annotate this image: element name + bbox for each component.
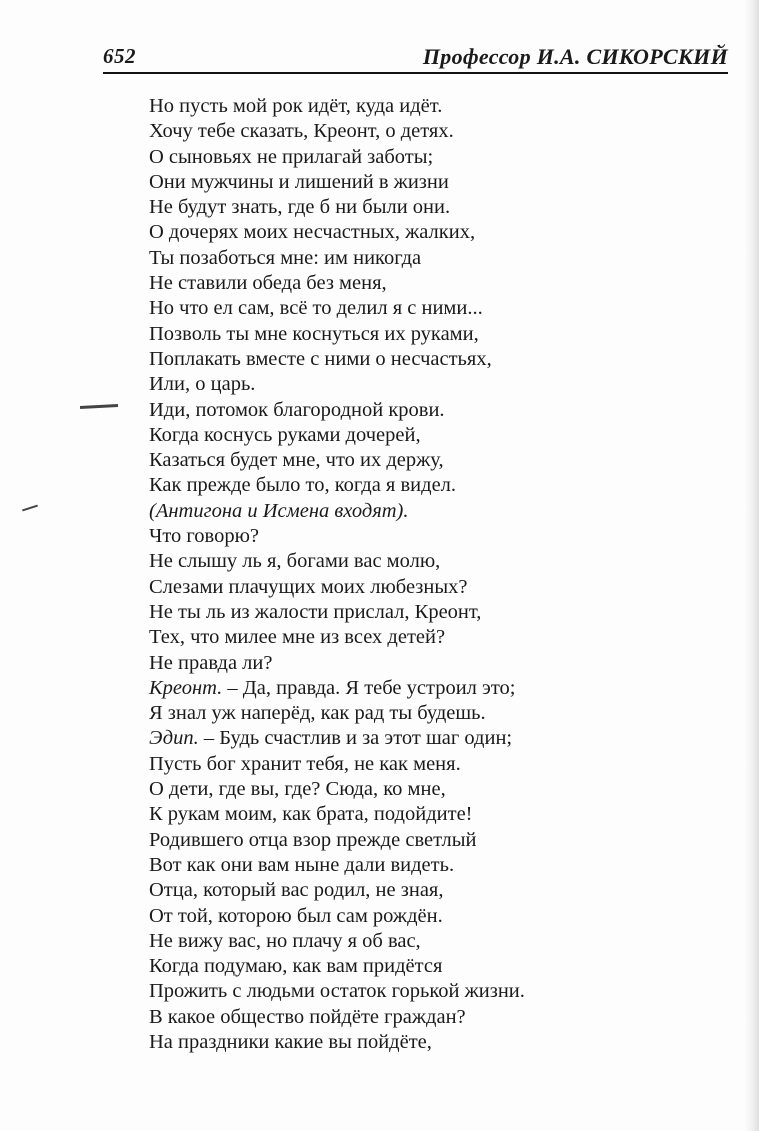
verse-line: Но пусть мой рок идёт, куда идёт.	[149, 95, 443, 117]
verse-line: Слезами плачущих моих любезных?	[149, 575, 468, 598]
running-title: Профессор И.А. СИКОРСКИЙ	[422, 44, 728, 69]
verse-line: Не ты ль из жалости прислал, Креонт,	[149, 600, 482, 623]
verse-line: От той, которою был сам рождён.	[149, 904, 443, 927]
verse-line: О сыновьях не прилагай заботы;	[149, 145, 434, 168]
speaker-name: Креонт.	[149, 676, 223, 699]
verse-line: Казаться будет мне, что их держу,	[149, 449, 444, 472]
verse-line: Как прежде было то, когда я видел.	[149, 474, 457, 497]
verse-line: Я знал уж наперёд, как рад ты будешь.	[149, 702, 486, 725]
verse-line: Они мужчины и лишений в жизни	[149, 170, 449, 193]
verse-line: Не вижу вас, но плачу я об вас,	[149, 929, 421, 952]
speech-text: – Будь счастлив и за этот шаг один;	[198, 727, 513, 750]
verse-line: О дети, где вы, где? Сюда, ко мне,	[149, 778, 446, 801]
verse-line: Отца, который вас родил, не зная,	[149, 879, 444, 902]
speech-text: – Да, правда. Я тебе устроил это;	[222, 676, 516, 699]
verse-line: Или, о царь.	[149, 373, 256, 396]
verse-line: Прожить с людьми остаток горькой жизни.	[149, 980, 525, 1003]
verse-line	[149, 726, 709, 751]
verse-line: Когда коснусь руками дочерей,	[149, 423, 421, 446]
verse-line: Тех, что милее мне из всех детей?	[149, 626, 446, 649]
verse-line: Пусть бог хранит тебя, не как меня.	[149, 752, 461, 775]
header-rule	[103, 72, 728, 74]
margin-pencil-mark	[22, 505, 38, 512]
verse-line: На праздники какие вы пойдёте,	[149, 1030, 432, 1053]
verse-line: Позволь ты мне коснуться их руками,	[149, 322, 479, 345]
verse-line: Не правда ли?	[149, 651, 273, 674]
page-number: 652	[103, 44, 136, 68]
verse-line	[149, 676, 709, 701]
verse-line: К рукам моим, как брата, подойдите!	[149, 803, 473, 826]
verse-line: Хочу тебе сказать, Креонт, о детях.	[149, 120, 454, 143]
verse-line: В какое общество пойдёте граждан?	[149, 1005, 466, 1028]
verse-line: Ты позаботься мне: им никогда	[149, 246, 422, 269]
page-edge-shadow	[745, 0, 759, 1131]
verse-line: Поплакать вместе с ними о несчастьях,	[149, 347, 492, 370]
verse-line: Не будут знать, где б ни были они.	[149, 196, 451, 219]
verse-line: Иди, потомок благородной крови.	[149, 398, 445, 421]
verse-text	[149, 94, 709, 1055]
verse-line: Не ставили обеда без меня,	[149, 272, 387, 295]
verse-line: Не слышу ль я, богами вас молю,	[149, 550, 441, 573]
margin-pencil-mark	[80, 404, 118, 409]
stage-direction: (Антигона и Исмена входят).	[149, 499, 409, 522]
verse-line: Вот как они вам ныне дали видеть.	[149, 853, 455, 876]
verse-line: Родившего отца взор прежде светлый	[149, 828, 477, 851]
verse-line: Что говорю?	[149, 525, 259, 548]
verse-line: Когда подумаю, как вам придётся	[149, 955, 443, 978]
speaker-name: Эдип.	[149, 727, 199, 750]
page-header	[103, 44, 728, 72]
verse-line: Но что ел сам, всё то делил я с ними...	[149, 297, 483, 320]
verse-line: О дочерях моих несчастных, жалких,	[149, 221, 476, 244]
